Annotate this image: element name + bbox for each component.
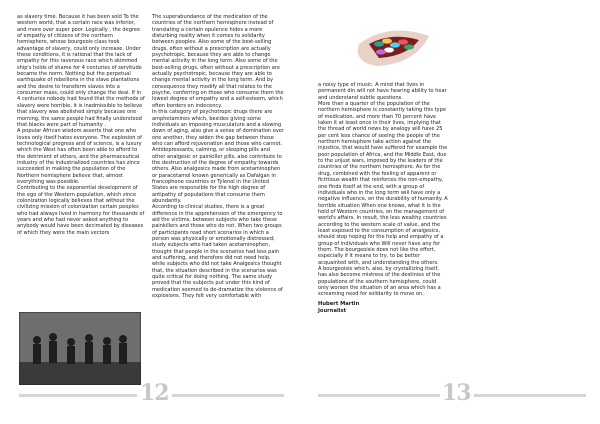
author-name: Hubert Martin [318,301,360,307]
author-role: Journalist [318,308,347,314]
footer-rule [474,394,586,397]
author-signature [318,301,359,315]
paragraph: a noisy type of music. A mind that lives in permanent din will not have hearing ability to hear and understand subtle questions. [318,82,447,101]
paragraph: A bourgeoisie which, also, by crystallizing itself, has also become mistress of the destinies of the populations of the southern hemisphere, could only worsen the situation of an area which has a screaming need for solidarity to move on. [318,265,441,298]
footer-rule [318,394,440,397]
paragraph: More than a quarter of the population of the northern hemisphere is constantly taking this type of medication, and more than 70 percent have taken it at least once in their lives, implying that the thread of world news by analogy will have 25 per cent less chance of seeing the people of the northern hemisphere take action against the injustice, that would have suffered for example the poor population of Africa, and the Middle East, due to the unjust wars, imposed by the leaders of the countries of the northern hemisphere. As for the drug, combined with the feeling of apparent or fictitious wealth that reinforces the non-empathy, one finds itself at the end, with a group of individuals who in the long term will have only a negative influence, on the durability of humanity. A terrible situation When one knows, what it is the hold of Western countries, on the management of world's affairs. In result, the less wealthy countries according to the western scale of value, and the least exposed to the consumption of analgesics, should stop hoping for the help and empathy of a group of individuals who Will never have any for them. The bourgeoisie does not like the effort, especially if it means to try, to be better acquainted with, and understanding the others. [318,101,448,266]
paragraph: In this category of psychotropic drugs there are amphetamines which, besides giving some individuals an imposing musculature and a slowing down of aging, also give a sense of domination over one another, they widen the gap between those who can afford rejuvenation and those who cannot. [152,109,284,147]
left-column-2 [152,14,284,299]
paragraph: According to clinical studies, there is a great difference in the apprehension of the emergency to aid the victims, between subjects who take these painkillers and those who do not. When two groups of participants read short scenarios in which a person was physically or emotionally distressed; study subjects who had taken acetaminophen, thought that people in the scenarios had less pain and suffering, and therefore did not need help, while subjects who did not take Analgesics thought that, the situation described in the scenarios was quite critical for doing nothing. The same study proved that the subjects put under this kind of medication seemed to de-dramatize the violence of explosions. They felt very comfortable with [152,204,283,300]
page-number-left: 12 [140,380,169,406]
footer-rule [172,394,284,397]
pills-mouth-illustration [319,14,437,77]
historical-photo [19,312,141,385]
historical-photo-illustration [19,312,141,385]
right-column [318,82,448,298]
pills-mouth-photo [319,14,437,77]
left-column-1 [17,14,145,236]
paragraph: A popular African wisdom asserts that one who loves only itself hates everyone. The explosion of technological progress and of science, is a luxury which the West has often been able to afford to the detriment of others, and the pharmaceutical industry of the industrialized countries has zince succeeded in making the population of the Northern hemisphere believe that, almost everything was possible. [17,128,142,185]
page-number-right: 13 [442,380,471,406]
paragraph: Antidepressants, calming, or sleeping pills and other analgesic or painkiller pills, also contribute to the destruction of the degree of empathy towards others. Also analgesics made from acetaminophen or paracetamol known generically as Dafalgan in francophone countries or Tylenol in the United States are responsible for the high degree of antipathy of populations that consume them abundantly. [152,147,282,204]
paragraph: The superabundance of the medication of the countries of the northern hemisphere instead of translating a certain opulence hides a more disturbing reality when it comes to solidarity between peoples. Also some of the best-selling drugs, often without a prescription are actually psychotropic, because they are able to change mental activity in the long term. Also some of the best-selling drugs, often without a prescription are actually psychotropic, because they are able to change mental activity in the long term. And by consequence they modify all that relates to the psyche, conferring on those who consume them the lowest degree of empathy and a self-esteem, which often borders on indecency. [152,14,284,109]
footer-rule [19,394,137,397]
paragraph: Contributing to the exponential development of the ego of the Western population, which zince colonization logically believes that without the civilizing mission of colonization certain peoples who had always lived in harmony for thousands of years and who had never asked anything to anybody would have been decimated by diseases of which they were the main vectors [17,185,145,236]
paragraph: as slavery time. Because it has been sold To the western world, that a certain race was inferior, and more over super poor. Logically , the degree of empathy of citizens of the northern hemisphere, whose bourgeois class took advantage of slavery, could only increase. Under these conditions, it is rational that the lack of empathy for this ravenous race which skimmed ship's holds of shame for 4 centuries of servitude became the norm. Nothing but the perpetual earthquake of rebellions in the slave plantations and the desire to transform slaves into a consumer mass, could only change the deal. If in 4 centuries nobody had found that the methods of slavery were horrible, it is inadmissible to believe that slavery was abolished simply because one morning, the same people had finally understood that blacks were part of humanity . [17,14,145,128]
